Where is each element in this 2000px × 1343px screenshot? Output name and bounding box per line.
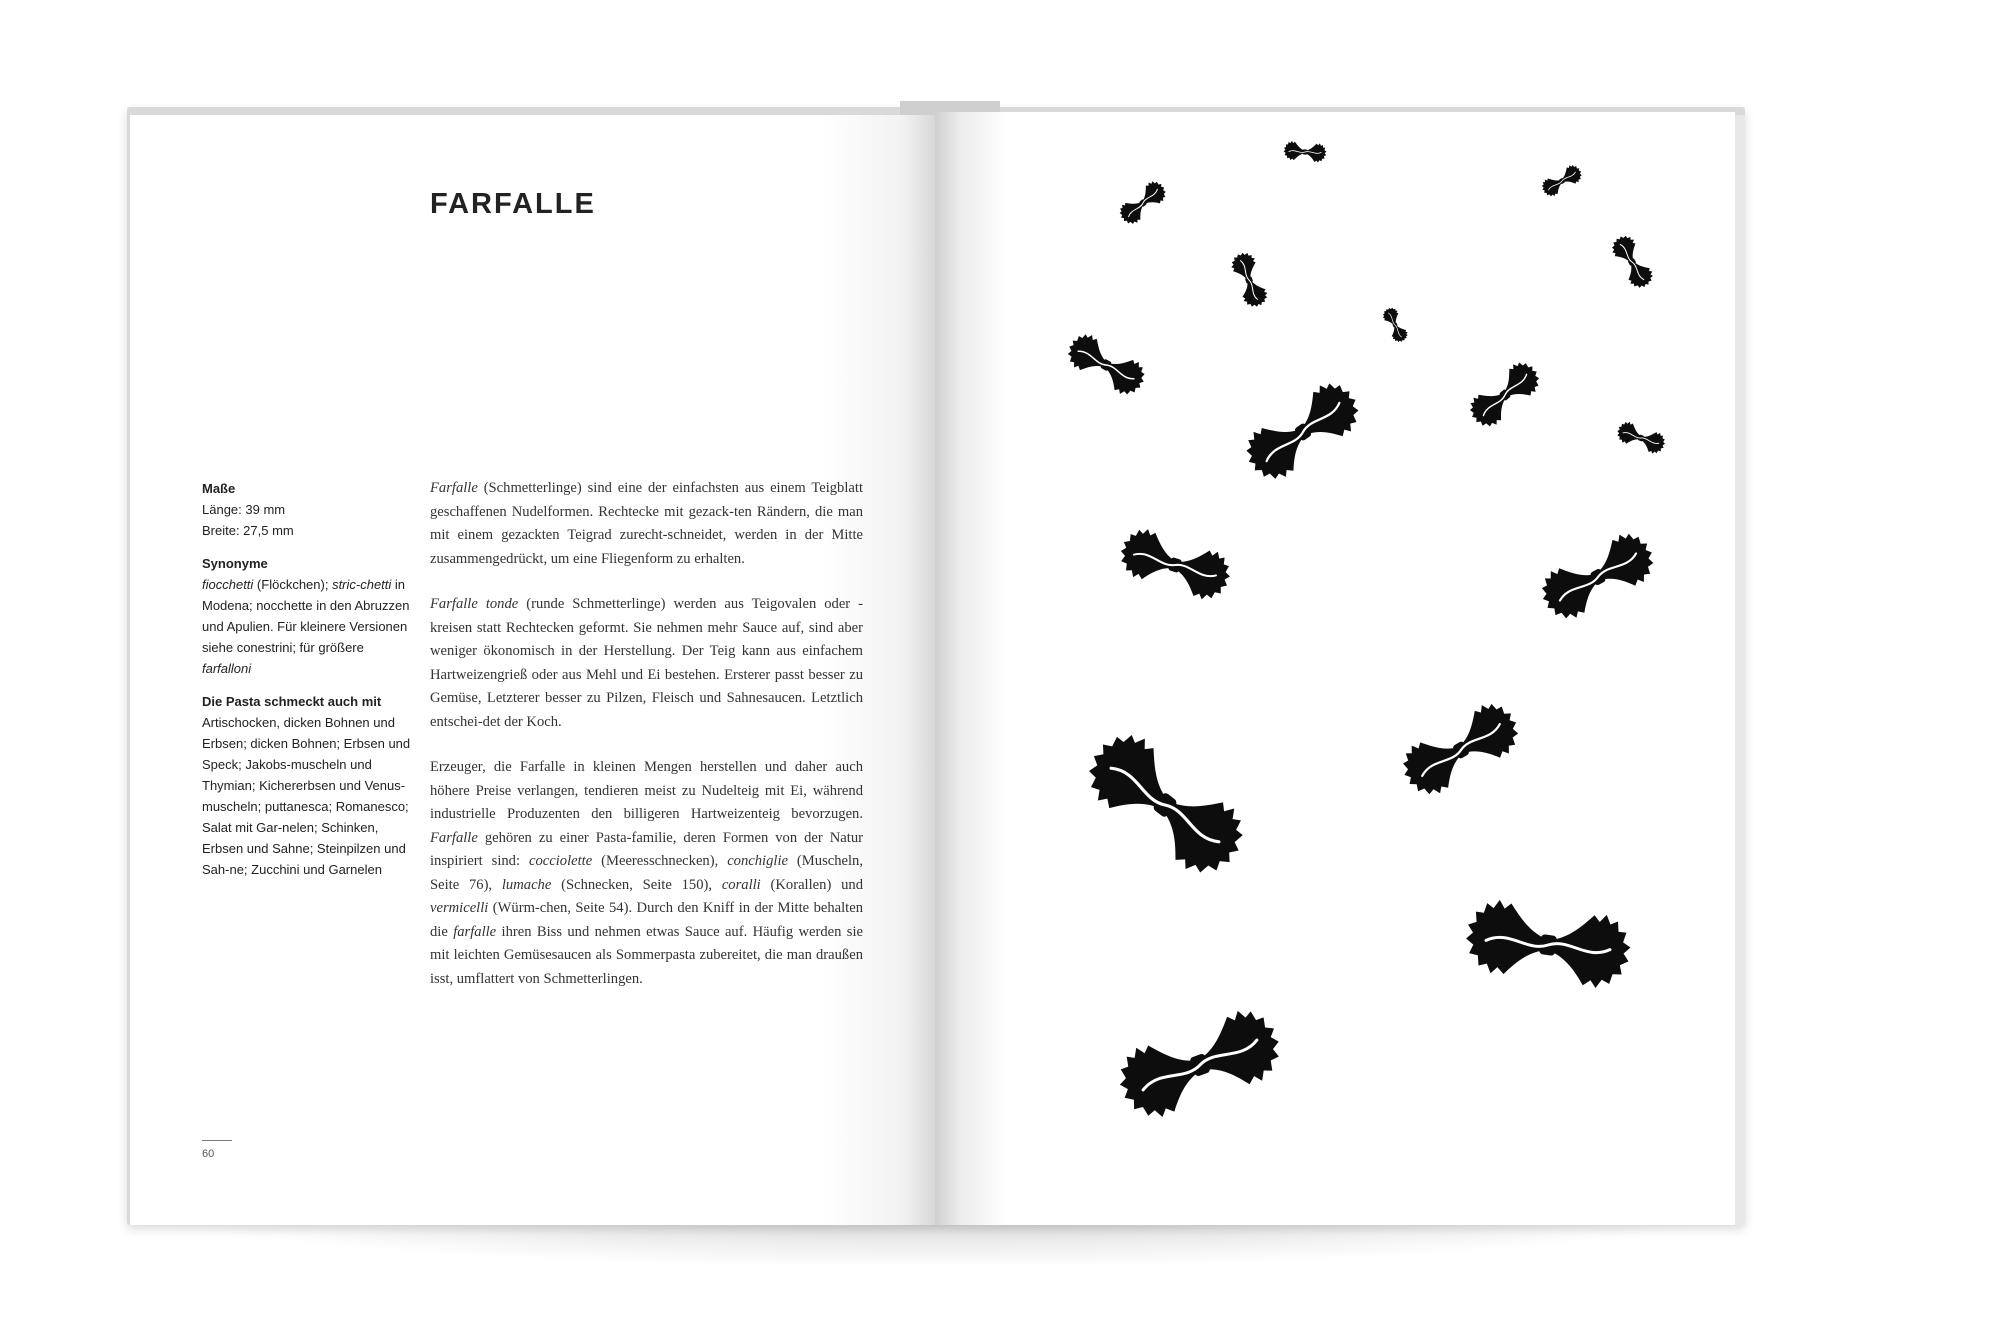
farfalle-pasta-icon	[1236, 373, 1369, 489]
pairings-heading: Die Pasta schmeckt auch mit	[202, 694, 382, 709]
farfalle-pasta-icon	[1114, 523, 1236, 605]
farfalle-pasta-icon	[1061, 328, 1151, 401]
length-value: Länge: 39 mm	[202, 502, 286, 517]
paragraph-text: (Schmetterlinge) sind eine der einfachsten aus einem Teigblatt geschaffenen Nudelformen. Rechtecke mit gezack-ten Rändern, die man mit einem gezackten Teigrad zurecht-schneidet, werden in der Mitte zusammengedrückt, um eine Fliegenform zu erhalten.	[430, 480, 863, 567]
farfalle-pasta-icon	[1393, 695, 1527, 805]
italic-term: farfalle	[453, 923, 497, 940]
synonym-text-part: (Flöckchen);	[253, 577, 333, 592]
italic-term: lumache	[501, 876, 552, 893]
paragraph-text: ihren Biss und nehmen etwas Sauce auf. Häufig werden sie mit leichten Gemüsesaucen als Sommerpasta zubereitet, die man draußen isst, umflattert von Schmetterlingen.	[430, 923, 863, 987]
paragraph-text: (Meeresschnecken),	[592, 853, 728, 869]
synonym-term: fiocchetti	[202, 577, 254, 592]
page-number: 60	[202, 1148, 215, 1160]
synonyms-heading: Synonyme	[202, 556, 268, 571]
synonym-term: stric-chetti	[332, 577, 392, 592]
italic-term: Farfalle	[430, 480, 478, 496]
farfalle-pasta-icon	[1283, 140, 1327, 163]
italic-term: coralli	[721, 876, 761, 893]
dimensions-heading: Maße	[202, 481, 236, 496]
farfalle-pasta-icon	[1539, 162, 1586, 200]
farfalle-pasta-icon	[1462, 896, 1635, 992]
italic-term: Farfalle tonde	[430, 596, 519, 612]
paragraph-text: gehören zu einer Pasta-familie, deren Formen von der Natur inspiriert sind:	[430, 829, 863, 869]
synonym-text-part: in Modena; nocchette in den Abruzzen und Apulien. Für kleinere Versionen siehe conestrini; für größere	[202, 577, 410, 655]
paragraph-text: (Schnecken, Seite 150),	[551, 876, 722, 893]
paragraph-text: Erzeuger, die Farfalle in kleinen Mengen herstellen und daher auch höhere Preise verlangen, tendieren meist zu Nudelteig mit Ei, während industrielle Produzenten den billigeren Hartweizenteig bevorzugen.	[430, 759, 863, 822]
farfalle-pasta-icon	[1228, 249, 1271, 310]
paragraph-text: (Würm-chen, Seite 54). Durch den Kniff in der Mitte behalten die	[430, 900, 863, 940]
farfalle-pasta-icon	[1607, 231, 1657, 292]
italic-term: conchiglie	[727, 853, 788, 869]
farfalle-pasta-icon	[1074, 721, 1258, 888]
width-value: Breite: 27,5 mm	[202, 523, 294, 538]
page-title: FARFALLE	[430, 188, 596, 220]
farfalle-pasta-icon	[1614, 419, 1668, 457]
synonym-term: farfalloni	[202, 661, 252, 676]
farfalle-pasta-icon	[1463, 356, 1546, 434]
paragraph-text: (runde Schmetterlinge) werden aus Teigovalen oder -kreisen statt Rechtecken geformt. Sie nehmen mehr Sauce auf, sind aber weniger ökonomisch in der Herstellung. Der Teig kann aus einfachem Hartweizengrieß oder aus Mehl und Ei bestehen. Ersterer passt besser zu Gemüse, Letzterer besser zu Pilzen, Fleisch und Sahnesaucen. Letztlich entschei-det der Koch.	[430, 596, 864, 730]
farfalle-pasta-icon	[1380, 305, 1410, 345]
italic-term: vermicelli	[430, 900, 489, 916]
paragraph-text: (Korallen) und	[760, 876, 863, 893]
farfalle-pasta-icon	[1115, 177, 1170, 229]
paragraph-text: (Muscheln, Seite 76),	[430, 853, 863, 893]
pairings-text: Artischocken, dicken Bohnen und Erbsen; dicken Bohnen; Erbsen und Speck; Jakobs-muscheln und Thymian; Kichererbsen und Venus-muscheln; puttanesca; Romanesco; Salat mit Gar-nelen; Schinken, Erbsen und Sahne; Steinpilzen und Sah-ne; Zucchini und Garnelen	[202, 715, 411, 877]
italic-term: Farfalle	[430, 829, 478, 846]
farfalle-pasta-icon	[1533, 525, 1662, 627]
farfalle-pasta-icon	[1110, 1001, 1289, 1127]
italic-term: cocciolette	[528, 853, 593, 869]
